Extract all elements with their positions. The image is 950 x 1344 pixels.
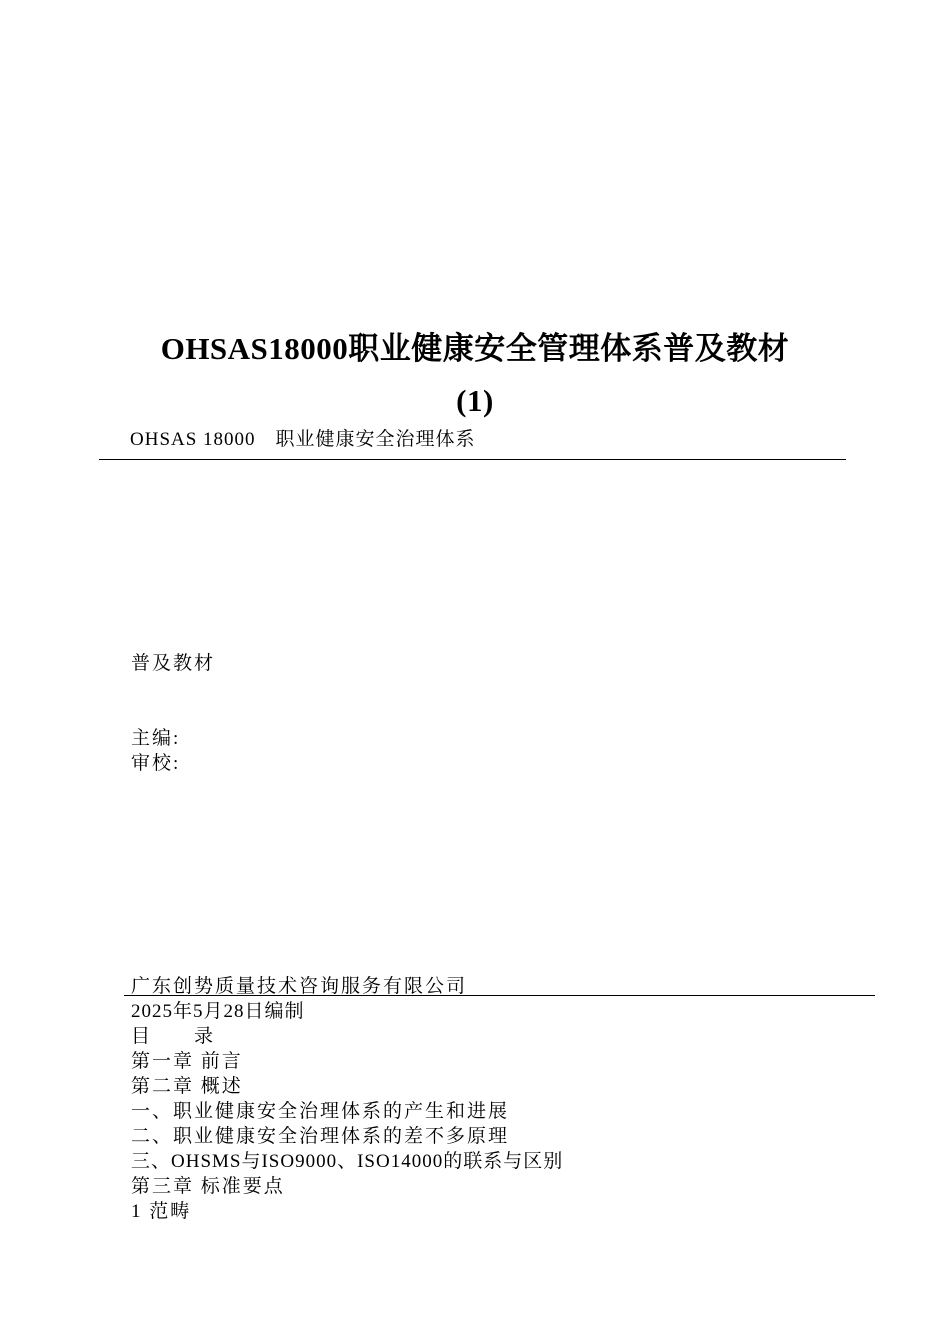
document-title-line-1: OHSAS18000职业健康安全管理体系普及教材: [160, 331, 790, 366]
editor-label: 主编:: [131, 728, 181, 749]
material-label: 普及教材: [131, 653, 216, 674]
toc-item: 三、OHSMS与ISO9000、ISO14000的联系与区别: [131, 1151, 564, 1172]
toc-item: 第一章 前言: [131, 1051, 243, 1072]
toc-item: 第三章 标准要点: [131, 1176, 285, 1197]
company-name: 广东创势质量技术咨询服务有限公司: [131, 976, 468, 997]
document-title: [100, 323, 850, 427]
subtitle-divider: [99, 459, 846, 460]
toc-item: 一、职业健康安全治理体系的产生和进展: [131, 1101, 510, 1122]
toc-item: 二、职业健康安全治理体系的差不多原理: [131, 1126, 510, 1147]
toc-item: 第二章 概述: [131, 1076, 243, 1097]
toc-title: 目 录: [131, 1026, 216, 1047]
document-subtitle: OHSAS 18000 职业健康安全治理体系: [130, 429, 476, 450]
reviewer-label: 审校:: [131, 753, 181, 774]
date-line: 2025年5月28日编制: [131, 1001, 305, 1022]
toc-item: 1 范畴: [131, 1201, 192, 1222]
document-title-line-2: (1): [456, 383, 494, 418]
